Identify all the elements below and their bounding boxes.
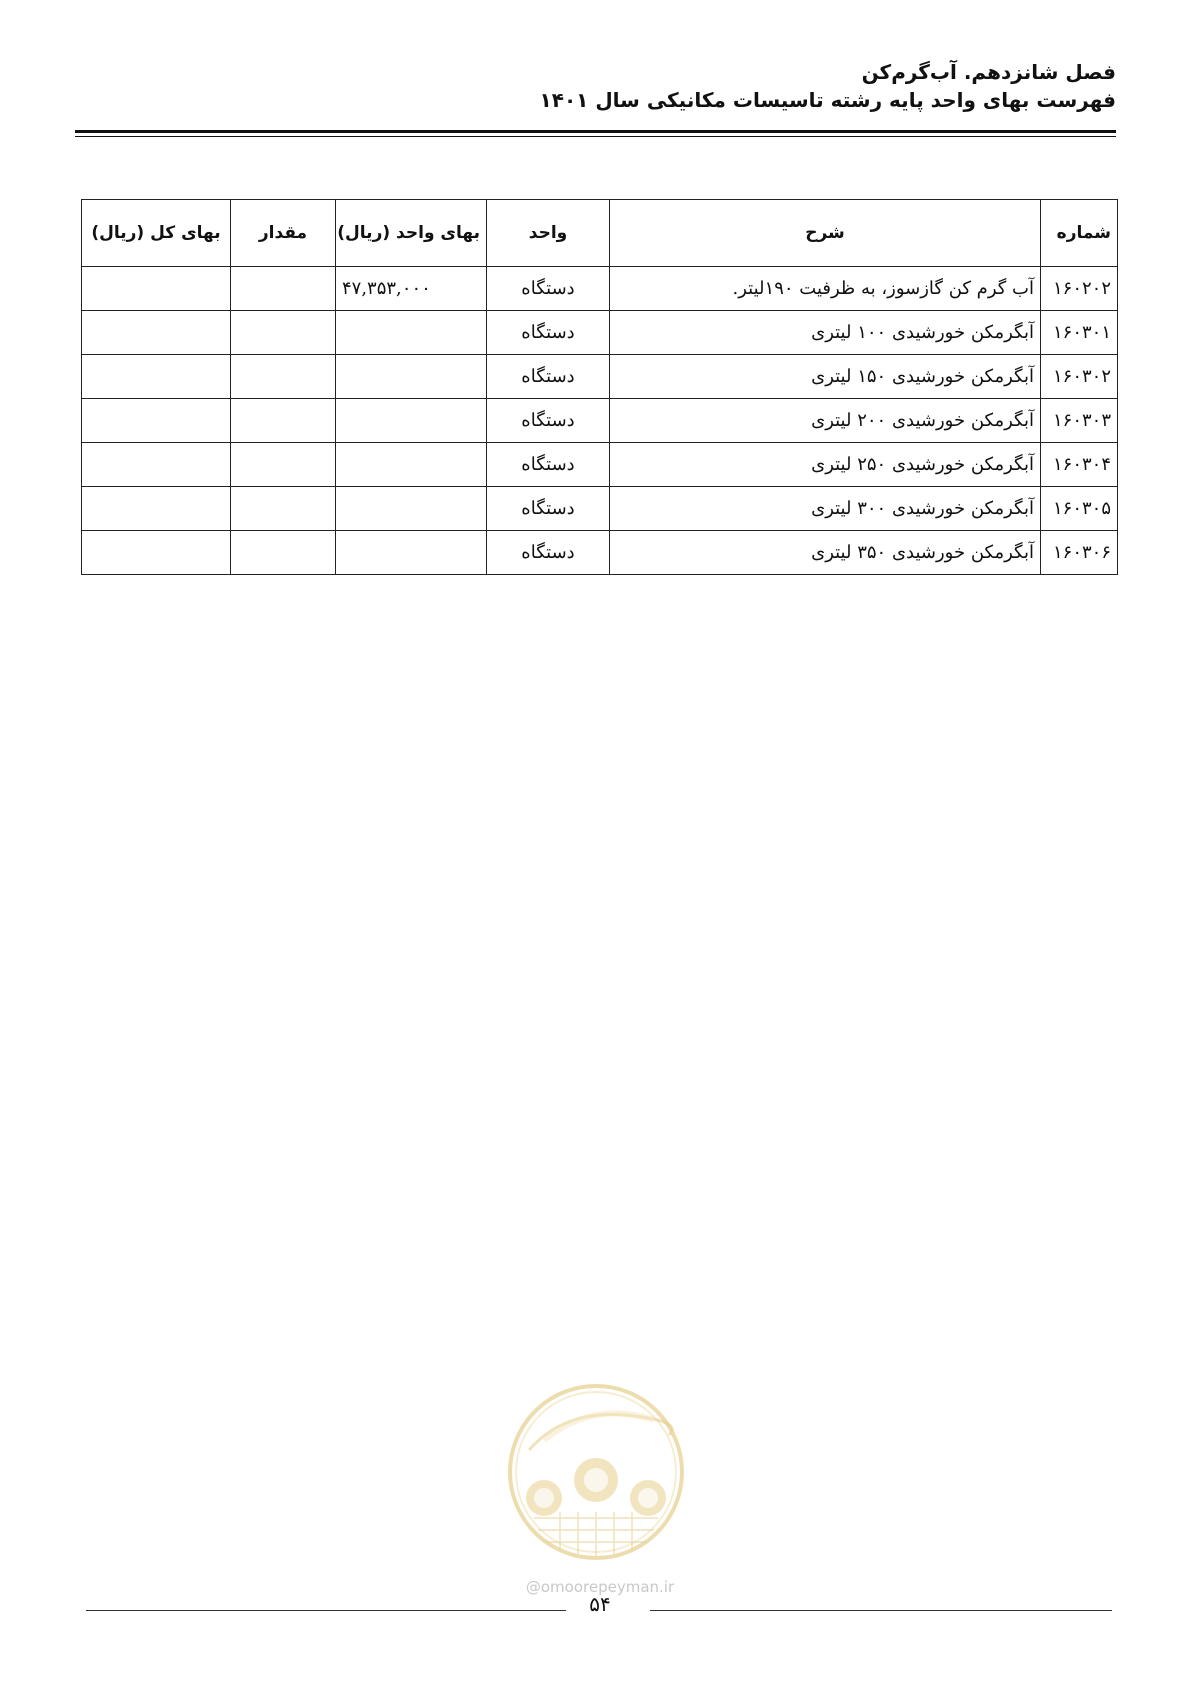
footer-divider-right bbox=[650, 1610, 1112, 1611]
item-number: ۱۶۰۳۰۵ bbox=[1041, 487, 1118, 531]
item-description: آبگرمکن خورشیدی ۳۵۰ لیتری bbox=[610, 531, 1041, 575]
table-row bbox=[82, 531, 1118, 575]
item-unit: دستگاه bbox=[487, 399, 610, 443]
item-unit: دستگاه bbox=[487, 355, 610, 399]
table-row bbox=[82, 443, 1118, 487]
omoorepeyman-logo-watermark bbox=[504, 1380, 688, 1564]
item-quantity[interactable] bbox=[231, 399, 336, 443]
page-number: ۵۴ bbox=[589, 1592, 611, 1616]
item-number: ۱۶۰۳۰۶ bbox=[1041, 531, 1118, 575]
item-total-price[interactable] bbox=[82, 311, 231, 355]
item-description: آبگرمکن خورشیدی ۱۵۰ لیتری bbox=[610, 355, 1041, 399]
item-total-price[interactable] bbox=[82, 267, 231, 311]
price-list-table bbox=[81, 199, 1118, 575]
item-number: ۱۶۰۲۰۲ bbox=[1041, 267, 1118, 311]
item-total-price[interactable] bbox=[82, 355, 231, 399]
table-row bbox=[82, 399, 1118, 443]
column-header-description: شرح bbox=[610, 200, 1041, 267]
item-unit-price bbox=[336, 443, 487, 487]
item-number: ۱۶۰۳۰۱ bbox=[1041, 311, 1118, 355]
item-total-price[interactable] bbox=[82, 399, 231, 443]
column-header-unit-price: بهای واحد (ریال) bbox=[336, 200, 487, 267]
item-unit-price bbox=[336, 399, 487, 443]
item-number: ۱۶۰۳۰۲ bbox=[1041, 355, 1118, 399]
column-header-number: شماره bbox=[1041, 200, 1118, 267]
header-divider bbox=[75, 130, 1116, 133]
item-unit: دستگاه bbox=[487, 311, 610, 355]
item-quantity[interactable] bbox=[231, 531, 336, 575]
document-title: فهرست بهای واحد پایه رشته تاسیسات مکانیکی سال ۱۴۰۱ bbox=[539, 88, 1116, 112]
item-quantity[interactable] bbox=[231, 311, 336, 355]
item-unit: دستگاه bbox=[487, 531, 610, 575]
item-unit: دستگاه bbox=[487, 443, 610, 487]
chapter-title: فصل شانزدهم. آب‌گرم‌کن bbox=[861, 60, 1116, 84]
item-description: آبگرمکن خورشیدی ۲۵۰ لیتری bbox=[610, 443, 1041, 487]
table-header-row bbox=[82, 200, 1118, 267]
item-quantity[interactable] bbox=[231, 355, 336, 399]
item-description: آب گرم کن گازسوز، به ظرفیت ۱۹۰لیتر. bbox=[610, 267, 1041, 311]
item-unit: دستگاه bbox=[487, 267, 610, 311]
item-description: آبگرمکن خورشیدی ۳۰۰ لیتری bbox=[610, 487, 1041, 531]
item-description: آبگرمکن خورشیدی ۲۰۰ لیتری bbox=[610, 399, 1041, 443]
table-row bbox=[82, 267, 1118, 311]
table-row bbox=[82, 355, 1118, 399]
item-total-price[interactable] bbox=[82, 487, 231, 531]
item-total-price[interactable] bbox=[82, 443, 231, 487]
item-quantity[interactable] bbox=[231, 443, 336, 487]
column-header-total-price: بهای کل (ریال) bbox=[82, 200, 231, 267]
item-description: آبگرمکن خورشیدی ۱۰۰ لیتری bbox=[610, 311, 1041, 355]
item-unit-price bbox=[336, 311, 487, 355]
item-number: ۱۶۰۳۰۴ bbox=[1041, 443, 1118, 487]
table-row bbox=[82, 311, 1118, 355]
table-row bbox=[82, 487, 1118, 531]
item-quantity[interactable] bbox=[231, 487, 336, 531]
header-divider-thin bbox=[75, 136, 1116, 137]
item-unit: دستگاه bbox=[487, 487, 610, 531]
watermark-site-text: @omoorepeyman.ir bbox=[525, 1578, 675, 1596]
item-number: ۱۶۰۳۰۳ bbox=[1041, 399, 1118, 443]
page-header bbox=[76, 58, 1116, 114]
column-header-unit: واحد bbox=[487, 200, 610, 267]
item-unit-price bbox=[336, 487, 487, 531]
item-total-price[interactable] bbox=[82, 531, 231, 575]
item-quantity[interactable] bbox=[231, 267, 336, 311]
footer-divider-left bbox=[86, 1610, 566, 1611]
item-unit-price bbox=[336, 355, 487, 399]
column-header-quantity: مقدار bbox=[231, 200, 336, 267]
item-unit-price bbox=[336, 531, 487, 575]
item-unit-price: ۴۷,۳۵۳,۰۰۰ bbox=[336, 267, 487, 311]
